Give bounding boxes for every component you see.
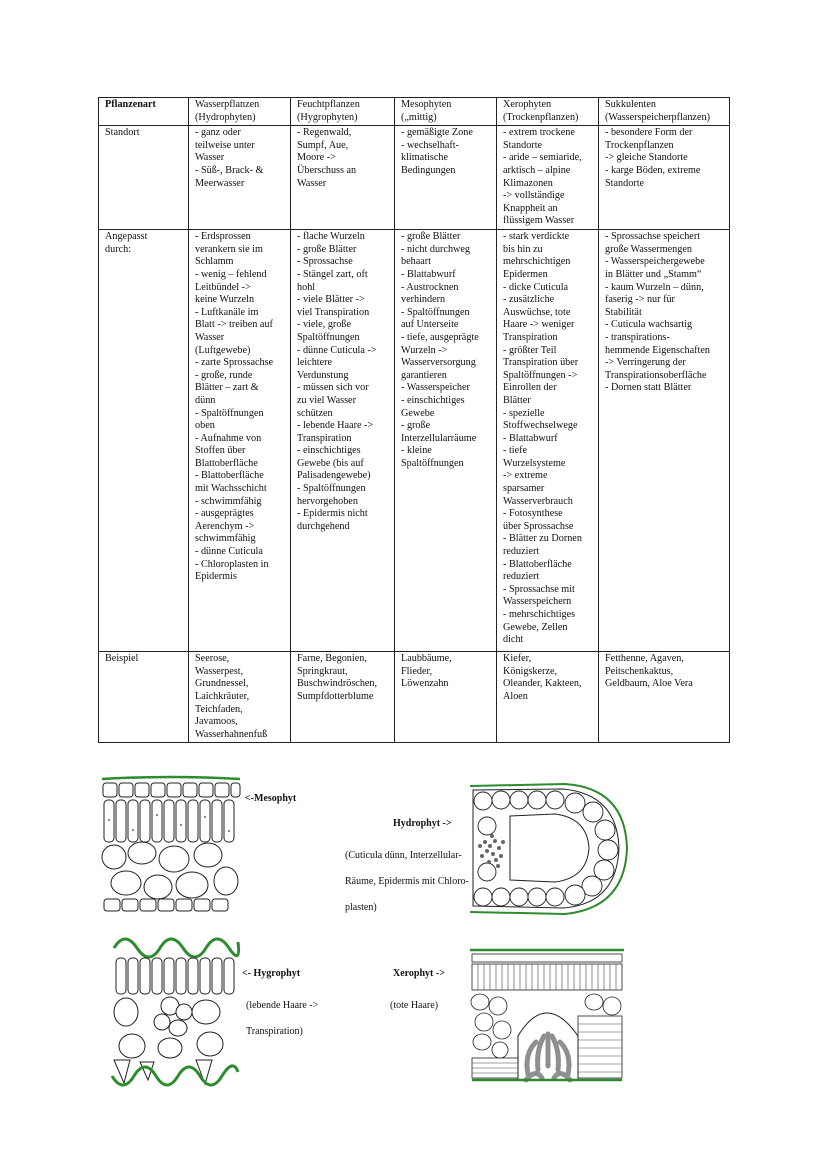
text-line: - transpirations- <box>605 331 670 343</box>
text-line: Grundnessel, <box>195 678 249 690</box>
table-cell <box>395 230 497 652</box>
text-line: - Erdsprossen <box>195 231 251 243</box>
text-line: durch: <box>105 243 132 255</box>
text-line: Aerenchym -> <box>195 520 255 532</box>
text-line: (lebende Haare -> <box>246 1000 319 1011</box>
table-row-standort <box>99 126 730 230</box>
text-line: - schwimmfähig <box>195 495 262 507</box>
text-line: Spaltöffnungen <box>297 331 360 343</box>
text-line: - karge Böden, extreme <box>605 164 701 176</box>
hydrophyt-description <box>345 843 469 921</box>
header-cell-hydrophyten <box>189 98 291 126</box>
text-line: Wasser <box>195 331 225 343</box>
text-line: Trockenpflanzen <box>605 139 674 151</box>
text-line: Meerwasser <box>195 177 245 189</box>
text-line: Mesophyten <box>401 99 452 110</box>
xerophyt-label: Xerophyt -> <box>393 968 445 979</box>
text-line: Spaltöffnungen <box>401 457 464 469</box>
text-line: - Cuticula wachsartig <box>605 319 693 331</box>
text-line: - zarte Sprossachse <box>195 357 274 369</box>
xerophyt-diagram <box>466 946 628 1084</box>
text-line: - Spaltöffnungen <box>297 483 366 495</box>
text-line: - ausgeprägtes <box>195 508 254 520</box>
text-line: Wasser <box>297 177 327 189</box>
text-line: -> extreme <box>503 470 548 482</box>
text-line: - Spaltöffnungen <box>401 306 470 318</box>
text-line: Knappheit an <box>503 202 558 214</box>
text-line: behaart <box>401 256 431 268</box>
row-label-angepasst <box>99 230 189 652</box>
text-line: - mehrschichtiges <box>503 609 576 620</box>
text-line: große Wassermengen <box>605 243 692 255</box>
text-line: Wasserspeichern <box>503 596 572 608</box>
text-line: plasten) <box>345 902 377 913</box>
text-line: - müssen sich vor <box>297 382 369 394</box>
text-line: reduziert <box>503 571 540 583</box>
text-line: - nicht durchweg <box>401 243 471 255</box>
table-cell <box>189 230 291 652</box>
hygrophyt-diagram <box>110 928 240 1090</box>
text-line: - Blattoberfläche <box>503 558 572 570</box>
text-line: reduziert <box>503 546 540 558</box>
table-cell <box>599 230 730 652</box>
text-line: Transpiration <box>503 331 558 343</box>
table-cell <box>497 230 599 652</box>
text-line: - zusätzliche <box>503 294 555 306</box>
text-line: Sumpfdotterblume <box>297 690 374 702</box>
text-line: Transpiration) <box>246 1026 303 1037</box>
text-line: Wasserpest, <box>195 665 244 677</box>
text-line: Wurzelsysteme <box>503 457 566 469</box>
text-line: -> gleiche Standorte <box>605 152 688 164</box>
text-line: - kleine <box>401 445 432 457</box>
text-line: - größter Teil <box>503 344 557 356</box>
row-label-standort <box>99 126 189 230</box>
text-line: Königskerze, <box>503 665 558 677</box>
mesophyt-label: <-Mesophyt <box>245 793 297 804</box>
text-line: (Trockenpflanzen) <box>503 111 579 123</box>
text-line: Laubbäume, <box>401 653 452 665</box>
text-line: hemmende Eigenschaften <box>605 344 710 356</box>
hydrophyt-label: Hydrophyt -> <box>393 818 452 829</box>
text-line: (Hygrophyten) <box>297 111 358 123</box>
text-line: - große Blätter <box>401 231 461 243</box>
text-line: viel Transpiration <box>297 306 370 318</box>
text-line: Wasserversorgung <box>401 357 476 369</box>
text-line: teilweise unter <box>195 139 255 151</box>
text-line: - spezielle <box>503 407 545 419</box>
text-line: - wechselhaft- <box>401 139 459 151</box>
text-line: - gemäßigte Zone <box>401 127 473 139</box>
text-line: oben <box>195 420 215 432</box>
header-cell-hygrophyten <box>291 98 395 126</box>
text-line: bis hin zu <box>503 243 543 255</box>
text-line: über Sprossachse <box>503 520 574 532</box>
text-line: Transpiration <box>297 432 352 444</box>
text-line: - Blattabwurf <box>401 268 456 280</box>
text-line: Wasser <box>195 152 225 164</box>
text-line: Wurzeln -> <box>401 344 448 356</box>
text-line: - Stängel zart, oft <box>297 268 368 280</box>
text-line: - dicke Cuticula <box>503 281 569 293</box>
text-line: - tiefe <box>503 445 528 457</box>
text-line: Blätter <box>503 394 531 406</box>
text-line: Löwenzahn <box>401 678 449 690</box>
text-line: -> Verringerung der <box>605 357 686 369</box>
table-cell <box>395 126 497 230</box>
hygrophyt-description <box>246 993 318 1045</box>
table-cell <box>291 230 395 652</box>
text-line: Transpirationsoberfläche <box>605 369 707 381</box>
table-row-beispiel <box>99 652 730 743</box>
text-line: Leitbündel -> <box>195 281 251 293</box>
text-line: Kiefer, <box>503 653 532 665</box>
text-line: (Cuticula dünn, Interzellular- <box>345 850 462 861</box>
text-line: mit Wachsschicht <box>195 483 267 495</box>
text-line: mehrschichtigen <box>503 256 571 268</box>
text-line: Xerophyten <box>503 99 552 110</box>
text-line: Geldbaum, Aloe Vera <box>605 678 693 690</box>
text-line: - flache Wurzeln <box>297 231 365 243</box>
table-cell <box>599 652 730 743</box>
text-line: Einrollen der <box>503 382 557 394</box>
table-cell <box>189 126 291 230</box>
text-line: - dünne Cuticula -> <box>297 344 377 356</box>
text-line: - Wasserspeichergewebe <box>605 256 705 268</box>
text-line: Beispiel <box>105 653 139 665</box>
text-line: - viele, große <box>297 319 352 331</box>
text-line: Haare -> weniger <box>503 319 575 331</box>
header-cell-sukkulenten <box>599 98 730 126</box>
text-line: Standorte <box>605 177 645 189</box>
text-line: - Luftkanäle im <box>195 306 259 318</box>
text-line: Angepasst <box>105 231 148 243</box>
text-line: - Sprossachse speichert <box>605 231 701 243</box>
text-line: Blattoberfläche <box>195 457 258 469</box>
text-line: Pflanzenart <box>105 99 156 110</box>
text-line: hervorgehoben <box>297 495 358 507</box>
text-line: Bedingungen <box>401 164 456 176</box>
text-line: dicht <box>503 634 524 646</box>
text-line: - dünne Cuticula <box>195 546 263 558</box>
header-row <box>99 98 730 126</box>
text-line: Laichkräuter, <box>195 690 250 702</box>
text-line: Stabilität <box>605 306 642 318</box>
table-cell <box>599 126 730 230</box>
row-label-beispiel <box>99 652 189 743</box>
text-line: keine Wurzeln <box>195 294 255 306</box>
text-line: - viele Blätter -> <box>297 294 365 306</box>
text-line: - besondere Form der <box>605 127 693 139</box>
text-line: - Chloroplasten in <box>195 558 269 570</box>
text-line: Stoffen über <box>195 445 246 457</box>
text-line: Gewebe, Zellen <box>503 621 568 633</box>
text-line: - große <box>401 420 431 432</box>
text-line: flüssigem Wasser <box>503 215 575 227</box>
text-line: - Fotosynthese <box>503 508 563 520</box>
text-line: - ganz oder <box>195 127 241 139</box>
text-line: Standort <box>105 127 140 139</box>
text-line: - Aufnahme von <box>195 432 262 444</box>
text-line: Klimazonen <box>503 177 553 189</box>
text-line: Farne, Begonien, <box>297 653 367 665</box>
text-line: verankern sie im <box>195 243 263 255</box>
text-line: - Sprossachse mit <box>503 583 575 595</box>
text-line: Palisadengewebe) <box>297 470 371 482</box>
text-line: Spaltöffnungen -> <box>503 369 578 381</box>
text-line: verhindern <box>401 294 446 306</box>
text-line: Oleander, Kakteen, <box>503 678 582 690</box>
text-line: Seerose, <box>195 653 230 665</box>
text-line: - tiefe, ausgeprägte <box>401 331 479 343</box>
text-line: sparsamer <box>503 483 545 495</box>
text-line: auf Unterseite <box>401 319 459 331</box>
text-line: faserig -> nur für <box>605 294 675 306</box>
text-line: - Süß-, Brack- & <box>195 164 264 176</box>
text-line: in Blätter und „Stamm“ <box>605 268 702 280</box>
text-line: Fetthenne, Agaven, <box>605 653 684 665</box>
text-line: Epidermen <box>503 268 548 280</box>
xerophyt-description <box>390 993 438 1019</box>
table-cell <box>497 652 599 743</box>
table-cell <box>291 652 395 743</box>
table-cell <box>497 126 599 230</box>
text-line: - einschichtiges <box>297 445 361 457</box>
text-line: - Sprossachse <box>297 256 353 268</box>
text-line: Stoffwechselwege <box>503 420 578 432</box>
text-line: schützen <box>297 407 333 419</box>
header-cell-mesophyten <box>395 98 497 126</box>
table-cell <box>291 126 395 230</box>
text-line: - einschichtiges <box>401 394 465 406</box>
hygrophyt-label: <- Hygrophyt <box>242 968 301 979</box>
text-line: Springkraut, <box>297 665 348 677</box>
text-line: (Hydrophyten) <box>195 111 256 123</box>
text-line: Überschuss an <box>297 164 357 176</box>
text-line: („mittig) <box>401 111 437 123</box>
text-line: arktisch – alpine <box>503 164 571 176</box>
text-line: Flieder, <box>401 665 432 677</box>
text-line: Verdunstung <box>297 369 349 381</box>
text-line: Gewebe <box>401 407 435 419</box>
text-line: Teichfaden, <box>195 703 243 715</box>
table-cell <box>395 652 497 743</box>
text-line: dünn <box>195 394 216 406</box>
text-line: Javamoos, <box>195 716 238 728</box>
text-line: Schlamm <box>195 256 234 268</box>
mesophyt-diagram <box>100 775 242 915</box>
text-line: Moore -> <box>297 152 336 164</box>
text-line: Gewebe (bis auf <box>297 457 364 469</box>
text-line: leichtere <box>297 357 333 369</box>
text-line: - Epidermis nicht <box>297 508 368 520</box>
text-line: - Blattoberfläche <box>195 470 264 482</box>
text-line: Peitschenkaktus, <box>605 665 674 677</box>
text-line: (Luftgewebe) <box>195 344 251 356</box>
text-line: -> vollständige <box>503 190 565 202</box>
text-line: Feuchtpflanzen <box>297 99 360 110</box>
text-line: - Blattabwurf <box>503 432 558 444</box>
hydrophyt-diagram <box>465 776 633 920</box>
text-line: - aride – semiaride, <box>503 152 582 164</box>
text-line: Blatt -> treiben auf <box>195 319 273 331</box>
text-line: - Blätter zu Dornen <box>503 533 582 545</box>
text-line: - Spaltöffnungen <box>195 407 264 419</box>
text-line: Aloen <box>503 690 528 702</box>
text-line: klimatische <box>401 152 448 164</box>
text-line: - stark verdickte <box>503 231 570 243</box>
text-line: Buschwindröschen, <box>297 678 378 690</box>
text-line: (tote Haare) <box>390 1000 439 1011</box>
text-line: (Wasserspeicherpflanzen) <box>605 111 710 123</box>
text-line: Epidermis <box>195 571 237 583</box>
text-line: - große Blätter <box>297 243 357 255</box>
text-line: schwimmfähig <box>195 533 256 545</box>
text-line: - lebende Haare -> <box>297 420 374 432</box>
text-line: Wasserpflanzen <box>195 99 260 110</box>
text-line: zu viel Wasser <box>297 394 356 406</box>
text-line: - Regenwald, <box>297 127 352 139</box>
table-row-angepasst <box>99 230 730 652</box>
text-line: - Dornen statt Blätter <box>605 382 692 394</box>
text-line: Interzellularräume <box>401 432 477 444</box>
text-line: Auswüchse, tote <box>503 306 571 318</box>
text-line: Sumpf, Aue, <box>297 139 349 151</box>
text-line: Wasserverbrauch <box>503 495 573 507</box>
text-line: hohl <box>297 281 316 293</box>
text-line: - extrem trockene <box>503 127 575 139</box>
header-cell-pflanzenart <box>99 98 189 126</box>
text-line: - wenig – fehlend <box>195 268 267 280</box>
text-line: Räume, Epidermis mit Chloro- <box>345 876 469 887</box>
text-line: - kaum Wurzeln – dünn, <box>605 281 704 293</box>
text-line: Wasserhahnenfuß <box>195 728 268 740</box>
text-line: - große, runde <box>195 369 253 381</box>
text-line: durchgehend <box>297 520 350 532</box>
header-cell-xerophyten <box>497 98 599 126</box>
text-line: Transpiration über <box>503 357 579 369</box>
text-line: Blätter – zart & <box>195 382 259 394</box>
text-line: garantieren <box>401 369 447 381</box>
text-line: - Austrocknen <box>401 281 459 293</box>
text-line: - Wasserspeicher <box>401 382 470 394</box>
plant-adaptation-table <box>98 97 730 743</box>
text-line: Sukkulenten <box>605 99 656 110</box>
text-line: Standorte <box>503 139 543 151</box>
table-cell <box>189 652 291 743</box>
